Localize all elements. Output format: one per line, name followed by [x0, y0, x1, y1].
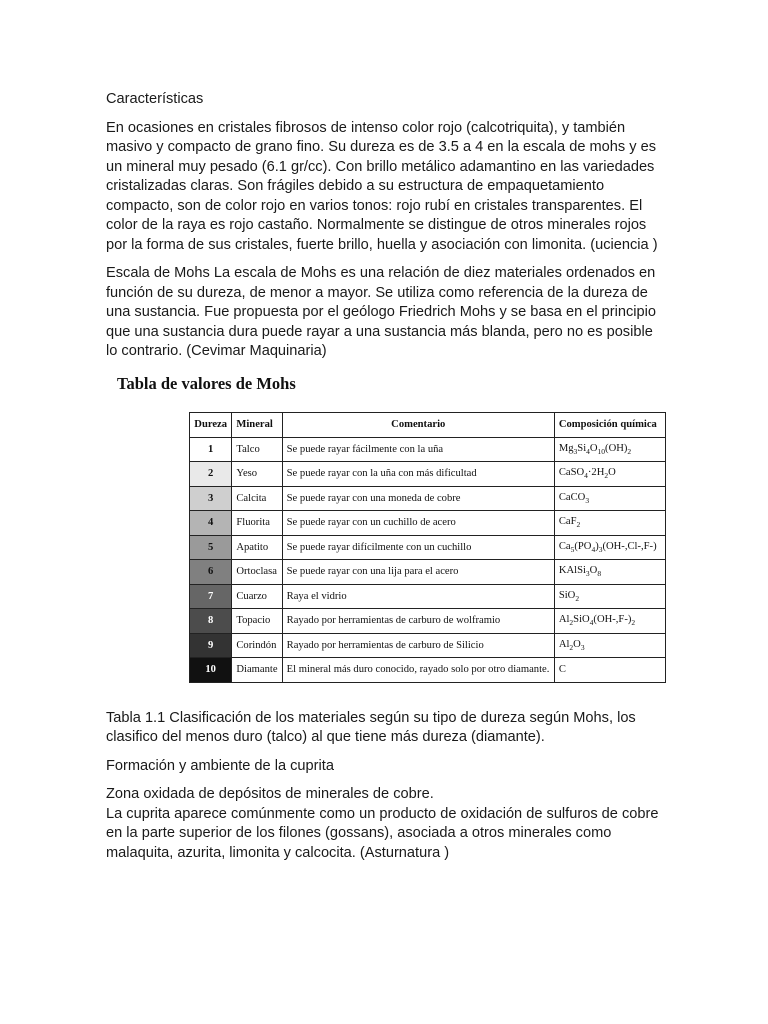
formula-subscript: 10	[597, 446, 606, 456]
formula-subscript: 2	[631, 618, 636, 628]
formula-subscript: 3	[598, 544, 603, 554]
table-row	[190, 560, 666, 585]
formula-part: SiO	[558, 589, 576, 601]
formula-subscript: 2	[569, 618, 574, 628]
header-composicion: Composición química	[554, 412, 665, 437]
formula-part: Mg	[558, 442, 574, 454]
formation-line-1: Zona oxidada de depósitos de minerales de cobre.	[106, 786, 434, 802]
cell-composicion	[554, 584, 665, 609]
cell-mineral: Topacio	[232, 609, 282, 634]
formula-part: KAlSi	[558, 565, 586, 577]
cell-dureza: 9	[190, 633, 232, 658]
cell-mineral: Calcita	[232, 486, 282, 511]
paragraph-mohs-scale: Escala de Mohs La escala de Mohs es una relación de diez materiales ordenados en función de su dureza, de menor a mayor. Se utiliza como referencia de la dureza de una sustancia. Fue propuesta por el geólogo Friedrich Mohs y se basa en el principio que una sustancia dura puede rayar a una sustancia más blanda, pero no es posible lo contrario. (Cevimar Maquinaria)	[106, 265, 657, 359]
table-row	[190, 609, 666, 634]
formula-subscript: 3	[585, 495, 590, 505]
cell-comentario: Rayado por herramientas de carburo de Silicio	[282, 633, 554, 658]
table-row	[190, 462, 666, 487]
formula-subscript: 2	[569, 642, 574, 652]
formation-line-2: La cuprita aparece comúnmente como un producto de oxidación de sulfuros de cobre en la parte superior de los filones (gossans), asociada a otros minerales como malaquita, azurita, limonita y calcocita. (Asturnatura )	[106, 805, 659, 861]
formula-part: (PO	[574, 540, 592, 552]
cell-mineral: Diamante	[232, 658, 282, 683]
cell-composicion	[554, 486, 665, 511]
formula-subscript: 2	[575, 593, 580, 603]
cell-dureza: 2	[190, 462, 232, 487]
formula-part: ·2H	[587, 467, 605, 479]
cell-composicion	[554, 560, 665, 585]
formula-part: C	[558, 664, 566, 676]
cell-comentario: Se puede rayar difícilmente con un cuchillo	[282, 535, 554, 560]
cell-dureza: 6	[190, 560, 232, 585]
cell-dureza: 7	[190, 584, 232, 609]
formula-subscript: 3	[573, 446, 578, 456]
formula-subscript: 2	[604, 471, 609, 481]
table-row	[190, 511, 666, 536]
formula-part: Si	[577, 442, 587, 454]
formula-part: O	[573, 638, 581, 650]
document-page	[106, 90, 666, 872]
formula-part: (OH-,Cl-,F-)	[602, 540, 657, 552]
cell-comentario: Se puede rayar fácilmente con la uña	[282, 437, 554, 462]
formula-part: CaF	[558, 516, 577, 528]
table-header-row	[190, 412, 666, 437]
formation-title: Formación y ambiente de la cuprita	[106, 757, 334, 774]
formula-subscript: 3	[585, 569, 590, 579]
table-title: Tabla de valores de Mohs	[117, 373, 296, 393]
cell-composicion	[554, 658, 665, 683]
formula-part: Ca	[558, 540, 571, 552]
cell-mineral: Yeso	[232, 462, 282, 487]
cell-dureza: 5	[190, 535, 232, 560]
cell-dureza: 10	[190, 658, 232, 683]
cell-comentario: Se puede rayar con una moneda de cobre	[282, 486, 554, 511]
formula-subscript: 8	[597, 569, 602, 579]
cell-mineral: Cuarzo	[232, 584, 282, 609]
cell-mineral: Fluorita	[232, 511, 282, 536]
formula-part: )	[595, 540, 599, 552]
cell-composicion	[554, 609, 665, 634]
formula-subscript: 4	[591, 544, 596, 554]
cell-comentario: Se puede rayar con la uña con más dificultad	[282, 462, 554, 487]
table-row	[190, 535, 666, 560]
cell-comentario: El mineral más duro conocido, rayado solo por otro diamante.	[282, 658, 554, 683]
header-dureza: Dureza	[190, 412, 232, 437]
cell-mineral: Apatito	[232, 535, 282, 560]
formula-part: Al	[558, 638, 570, 650]
cell-composicion	[554, 511, 665, 536]
table-row	[190, 486, 666, 511]
formula-subscript: 2	[627, 446, 632, 456]
formula-part: CaSO	[558, 467, 585, 479]
cell-mineral: Talco	[232, 437, 282, 462]
cell-dureza: 4	[190, 511, 232, 536]
table-body	[190, 437, 666, 682]
formula-subscript: 4	[584, 471, 588, 481]
cell-composicion	[554, 633, 665, 658]
formula-part: O	[589, 442, 598, 454]
cell-dureza: 8	[190, 609, 232, 634]
section-title-caracteristicas: Características	[106, 91, 204, 107]
cell-mineral: Corindón	[232, 633, 282, 658]
cell-comentario: Raya el vidrio	[282, 584, 554, 609]
cell-dureza: 1	[190, 437, 232, 462]
cell-comentario: Se puede rayar con un cuchillo de acero	[282, 511, 554, 536]
formula-part: CaCO	[558, 491, 586, 503]
formula-subscript: 4	[589, 618, 594, 628]
table-row	[190, 437, 666, 462]
cell-composicion	[554, 437, 665, 462]
formula-part: Al	[558, 614, 570, 626]
header-mineral: Mineral	[232, 412, 282, 437]
cell-comentario: Se puede rayar con una lija para el acero	[282, 560, 554, 585]
table-caption: Tabla 1.1 Clasificación de los materiales según su tipo de dureza según Mohs, los clasifico del menos duro (talco) al que tiene más dureza (diamante).	[106, 709, 636, 745]
table-row	[190, 633, 666, 658]
formula-subscript: 2	[576, 520, 581, 530]
header-comentario: Comentario	[282, 412, 554, 437]
formula-part: (OH)	[605, 442, 628, 454]
paragraph-characteristics: En ocasiones en cristales fibrosos de intenso color rojo (calcotriquita), y también masivo y compacto de grano fino. Su dureza es de 3.5 a 4 en la escala de mohs y es un mineral muy pesado (6.1 gr/cc). Con brillo metálico adamantino en las variedades cristalizadas claras. Son frágiles debido a su estructura de empaquetamiento compacto, son de color rojo en varios tonos: rojo rubí en cristales transparentes. El color de la raya es rojo castaño. Normalmente se distingue de otros minerales rojos por la forma de sus cristales, fuerte brillo, huella y asociación con limonita. (uciencia )	[106, 119, 658, 253]
formula-part: (OH-,F-)	[593, 614, 632, 626]
cell-dureza: 3	[190, 486, 232, 511]
formula-part: O	[608, 467, 616, 479]
table-row	[190, 658, 666, 683]
mohs-table	[189, 412, 666, 683]
formula-part: O	[589, 565, 598, 577]
formula-part: SiO	[573, 614, 590, 626]
formula-subscript: 3	[580, 642, 585, 652]
cell-composicion	[554, 462, 665, 487]
cell-composicion	[554, 535, 665, 560]
table-row	[190, 584, 666, 609]
cell-mineral: Ortoclasa	[232, 560, 282, 585]
formula-subscript: 4	[586, 446, 590, 456]
formula-subscript: 5	[570, 544, 575, 554]
cell-comentario: Rayado por herramientas de carburo de wolframio	[282, 609, 554, 634]
